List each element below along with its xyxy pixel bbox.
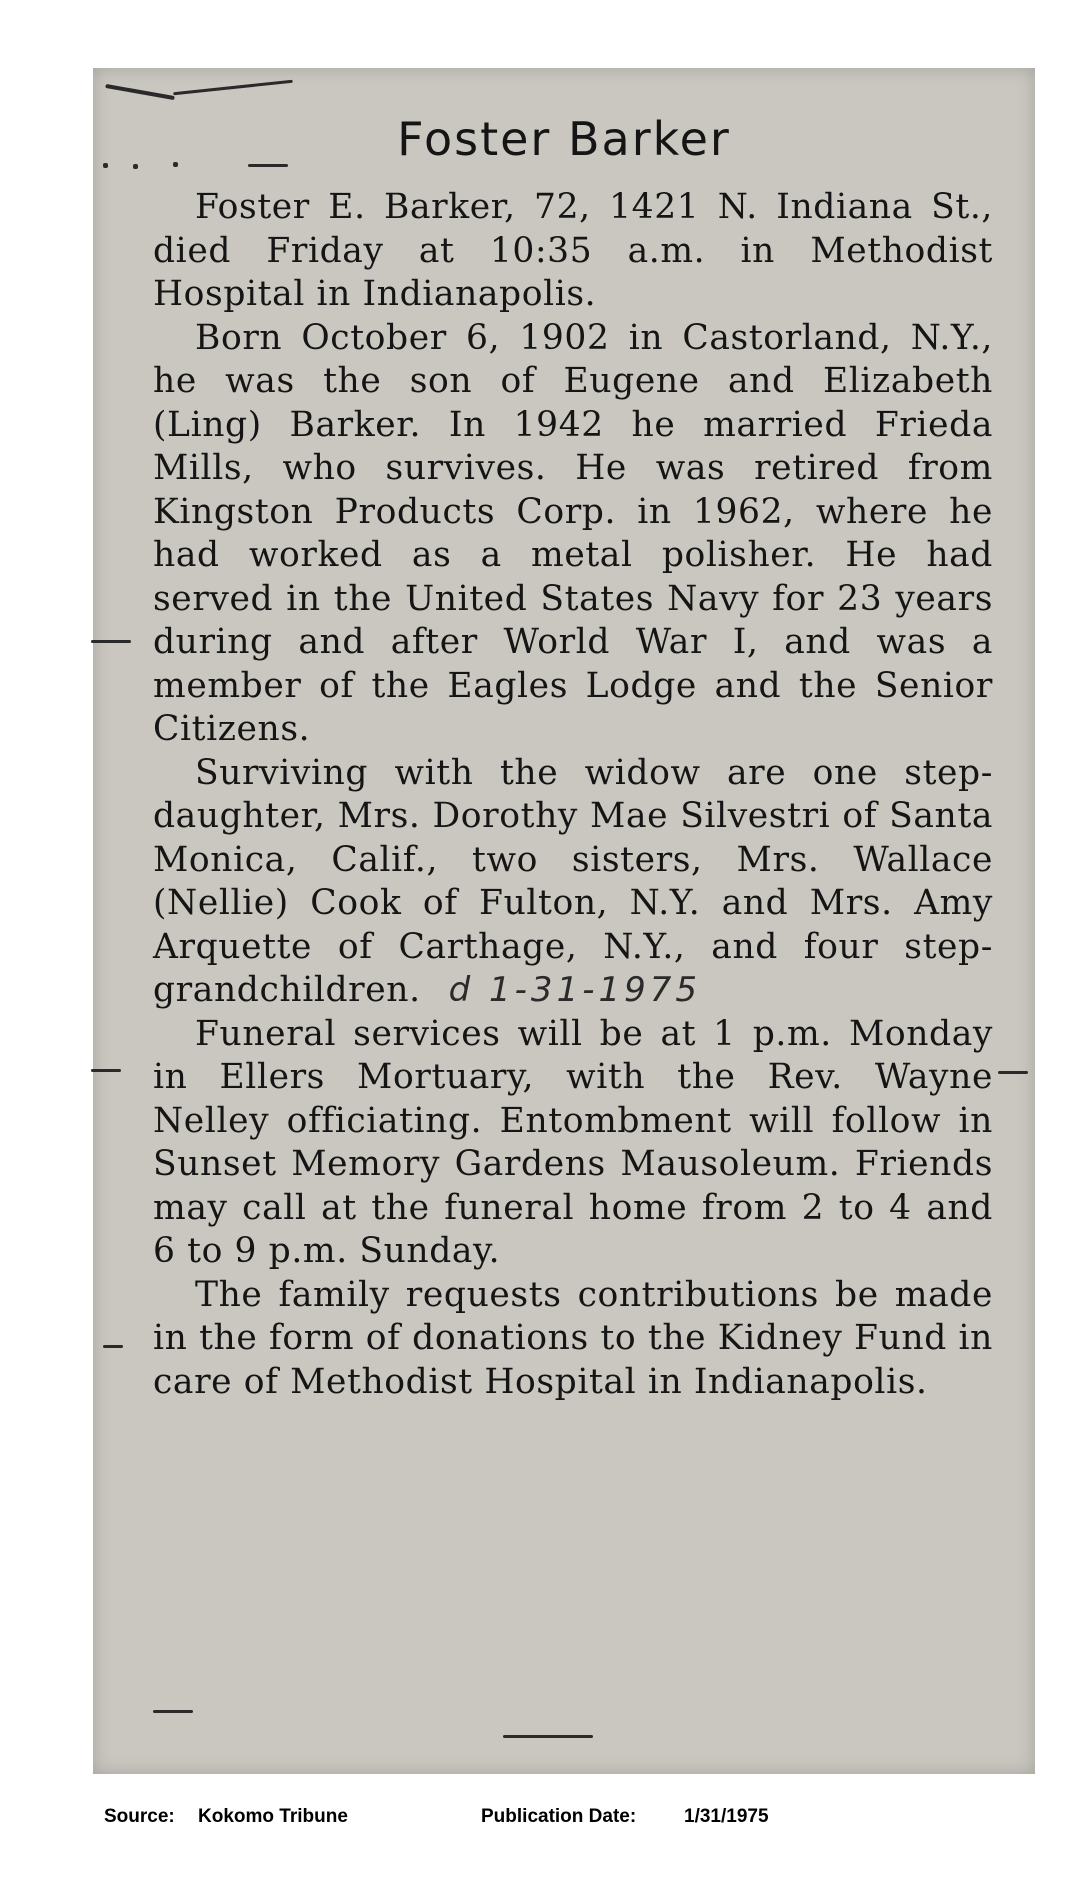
paragraph-contributions: The family requests contributions be made in the form of donations to the Kidney Fund in care of Methodist Hospital in Indianapolis. (153, 1274, 993, 1402)
source-value: Kokomo Tribune (198, 1806, 348, 1827)
paragraph-death-notice: Foster E. Barker, 72, 1421 N. Indiana St., died Friday at 10:35 a.m. in Methodist Hospital in Indianapolis. (153, 187, 993, 314)
citation-footer (0, 1806, 1074, 1836)
source-label: Source: (104, 1806, 175, 1827)
paragraph-survivors (153, 752, 993, 1013)
paragraph-biography: Born October 6, 1902 in Castorland, N.Y., he was the son of Eugene and Elizabeth (Ling) Barker. In 1942 he married Frieda Mills, who survives. He was retired from Kingston Products Corp. in 1962, where he had worked as a metal polisher. He had served in the United States Navy for 23 years during and after World War I, and was a member of the Eagles Lodge and the Senior Citizens. (153, 317, 993, 749)
handwritten-date-note: d 1-31-1975 (448, 970, 701, 1010)
scan-artifact (503, 1735, 593, 1738)
scan-artifact (91, 1069, 121, 1072)
scan-artifact (91, 640, 131, 643)
publication-date-label: Publication Date: (481, 1806, 637, 1827)
scan-artifact (173, 80, 293, 96)
publication-date-value: 1/31/1975 (684, 1806, 769, 1827)
obituary-body (153, 186, 993, 1404)
paragraph-funeral-services: Funeral services will be at 1 p.m. Monday in Ellers Mortuary, with the Rev. Wayne Nelley officiating. Entombment will follow in Sunset Memory Gardens Mausoleum. Friends may call at the funeral home from 2 to 4 and 6 to 9 p.m. Sunday. (153, 1013, 993, 1271)
scan-artifact (103, 1345, 123, 1348)
obituary-headline: Foster Barker (397, 112, 731, 166)
scan-artifact (153, 1710, 193, 1713)
scan-artifact (105, 84, 175, 100)
obituary-clipping (93, 68, 1035, 1774)
scan-artifact (998, 1071, 1028, 1074)
survivors-text: Surviving with the widow are one step-daughter, Mrs. Dorothy Mae Silvestri of Santa Monica, Calif., two sisters, Mrs. Wallace (Nellie) Cook of Fulton, N.Y. and Mrs. Amy Arquette of Carthage, N.Y., and four step-grandchildren. (153, 752, 993, 1010)
